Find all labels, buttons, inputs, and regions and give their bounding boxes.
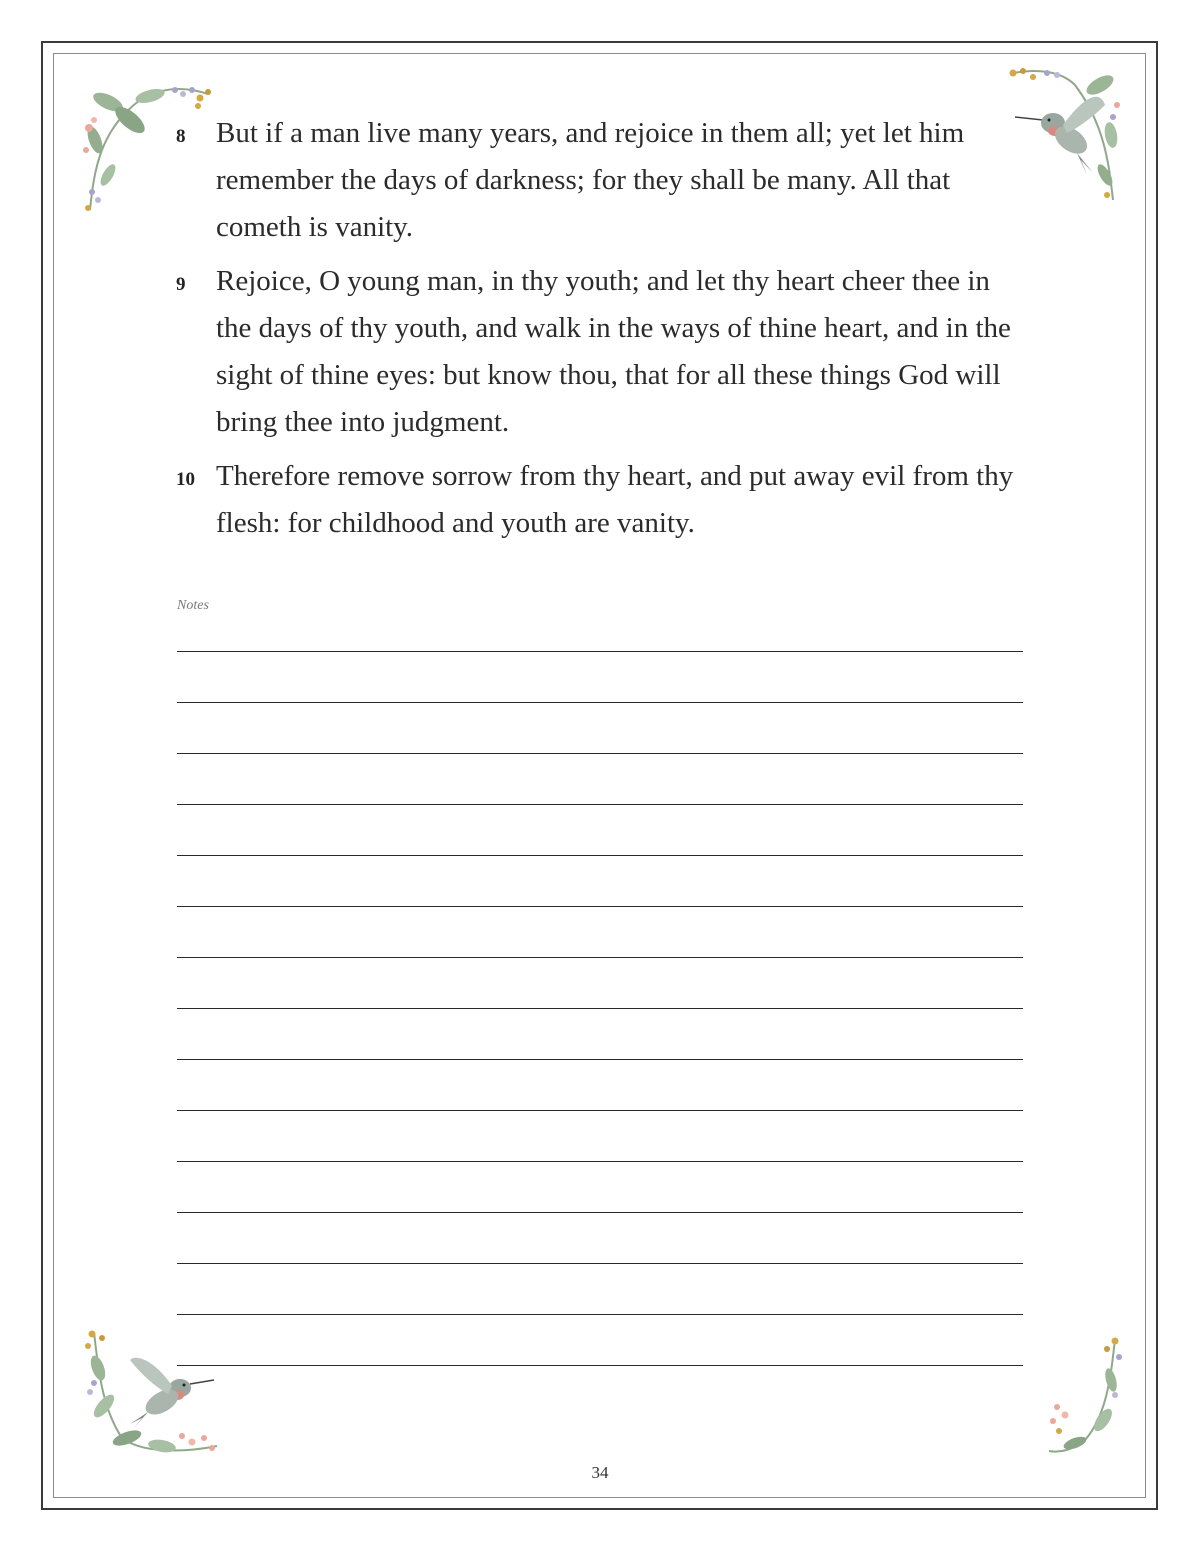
note-line[interactable] [177, 1161, 1023, 1212]
page-number: 34 [591, 1463, 609, 1482]
note-line[interactable] [177, 1314, 1023, 1365]
verse-text: Rejoice, O young man, in thy youth; and let thy heart cheer thee in the days of thy youth, and walk in the ways of thine heart, and in the sight of thine eyes: but know thou, that for all these things God will bring thee into judgment. [216, 265, 1011, 438]
verse-number: 9 [176, 274, 186, 295]
verse-10 [170, 453, 1020, 547]
note-line[interactable] [177, 1365, 1023, 1416]
note-line[interactable] [177, 702, 1023, 753]
note-line[interactable] [177, 1263, 1023, 1314]
verse-number: 10 [176, 469, 195, 490]
notes-label: Notes [177, 598, 209, 613]
note-line[interactable] [177, 906, 1023, 957]
note-line[interactable] [177, 1008, 1023, 1059]
verse-text: Therefore remove sorrow from thy heart, and put away evil from thy flesh: for childhood and youth are vanity. [216, 460, 1014, 539]
note-line[interactable] [177, 651, 1023, 702]
floral-corner-bottom-right-icon [1045, 1335, 1125, 1460]
scripture-verses [170, 110, 1020, 554]
hummingbird-corner-top-right-icon [1005, 65, 1125, 205]
verse-number: 8 [176, 126, 186, 147]
verse-9 [170, 258, 1020, 446]
notes-writing-area[interactable] [177, 651, 1023, 1416]
verse-8 [170, 110, 1020, 251]
note-line[interactable] [177, 855, 1023, 906]
note-line[interactable] [177, 957, 1023, 1008]
note-line[interactable] [177, 1059, 1023, 1110]
note-line[interactable] [177, 804, 1023, 855]
verse-text: But if a man live many years, and rejoice in them all; yet let him remember the days of darkness; for they shall be many. All that cometh is vanity. [216, 117, 965, 243]
note-line[interactable] [177, 1110, 1023, 1161]
note-line[interactable] [177, 1212, 1023, 1263]
note-line[interactable] [177, 753, 1023, 804]
